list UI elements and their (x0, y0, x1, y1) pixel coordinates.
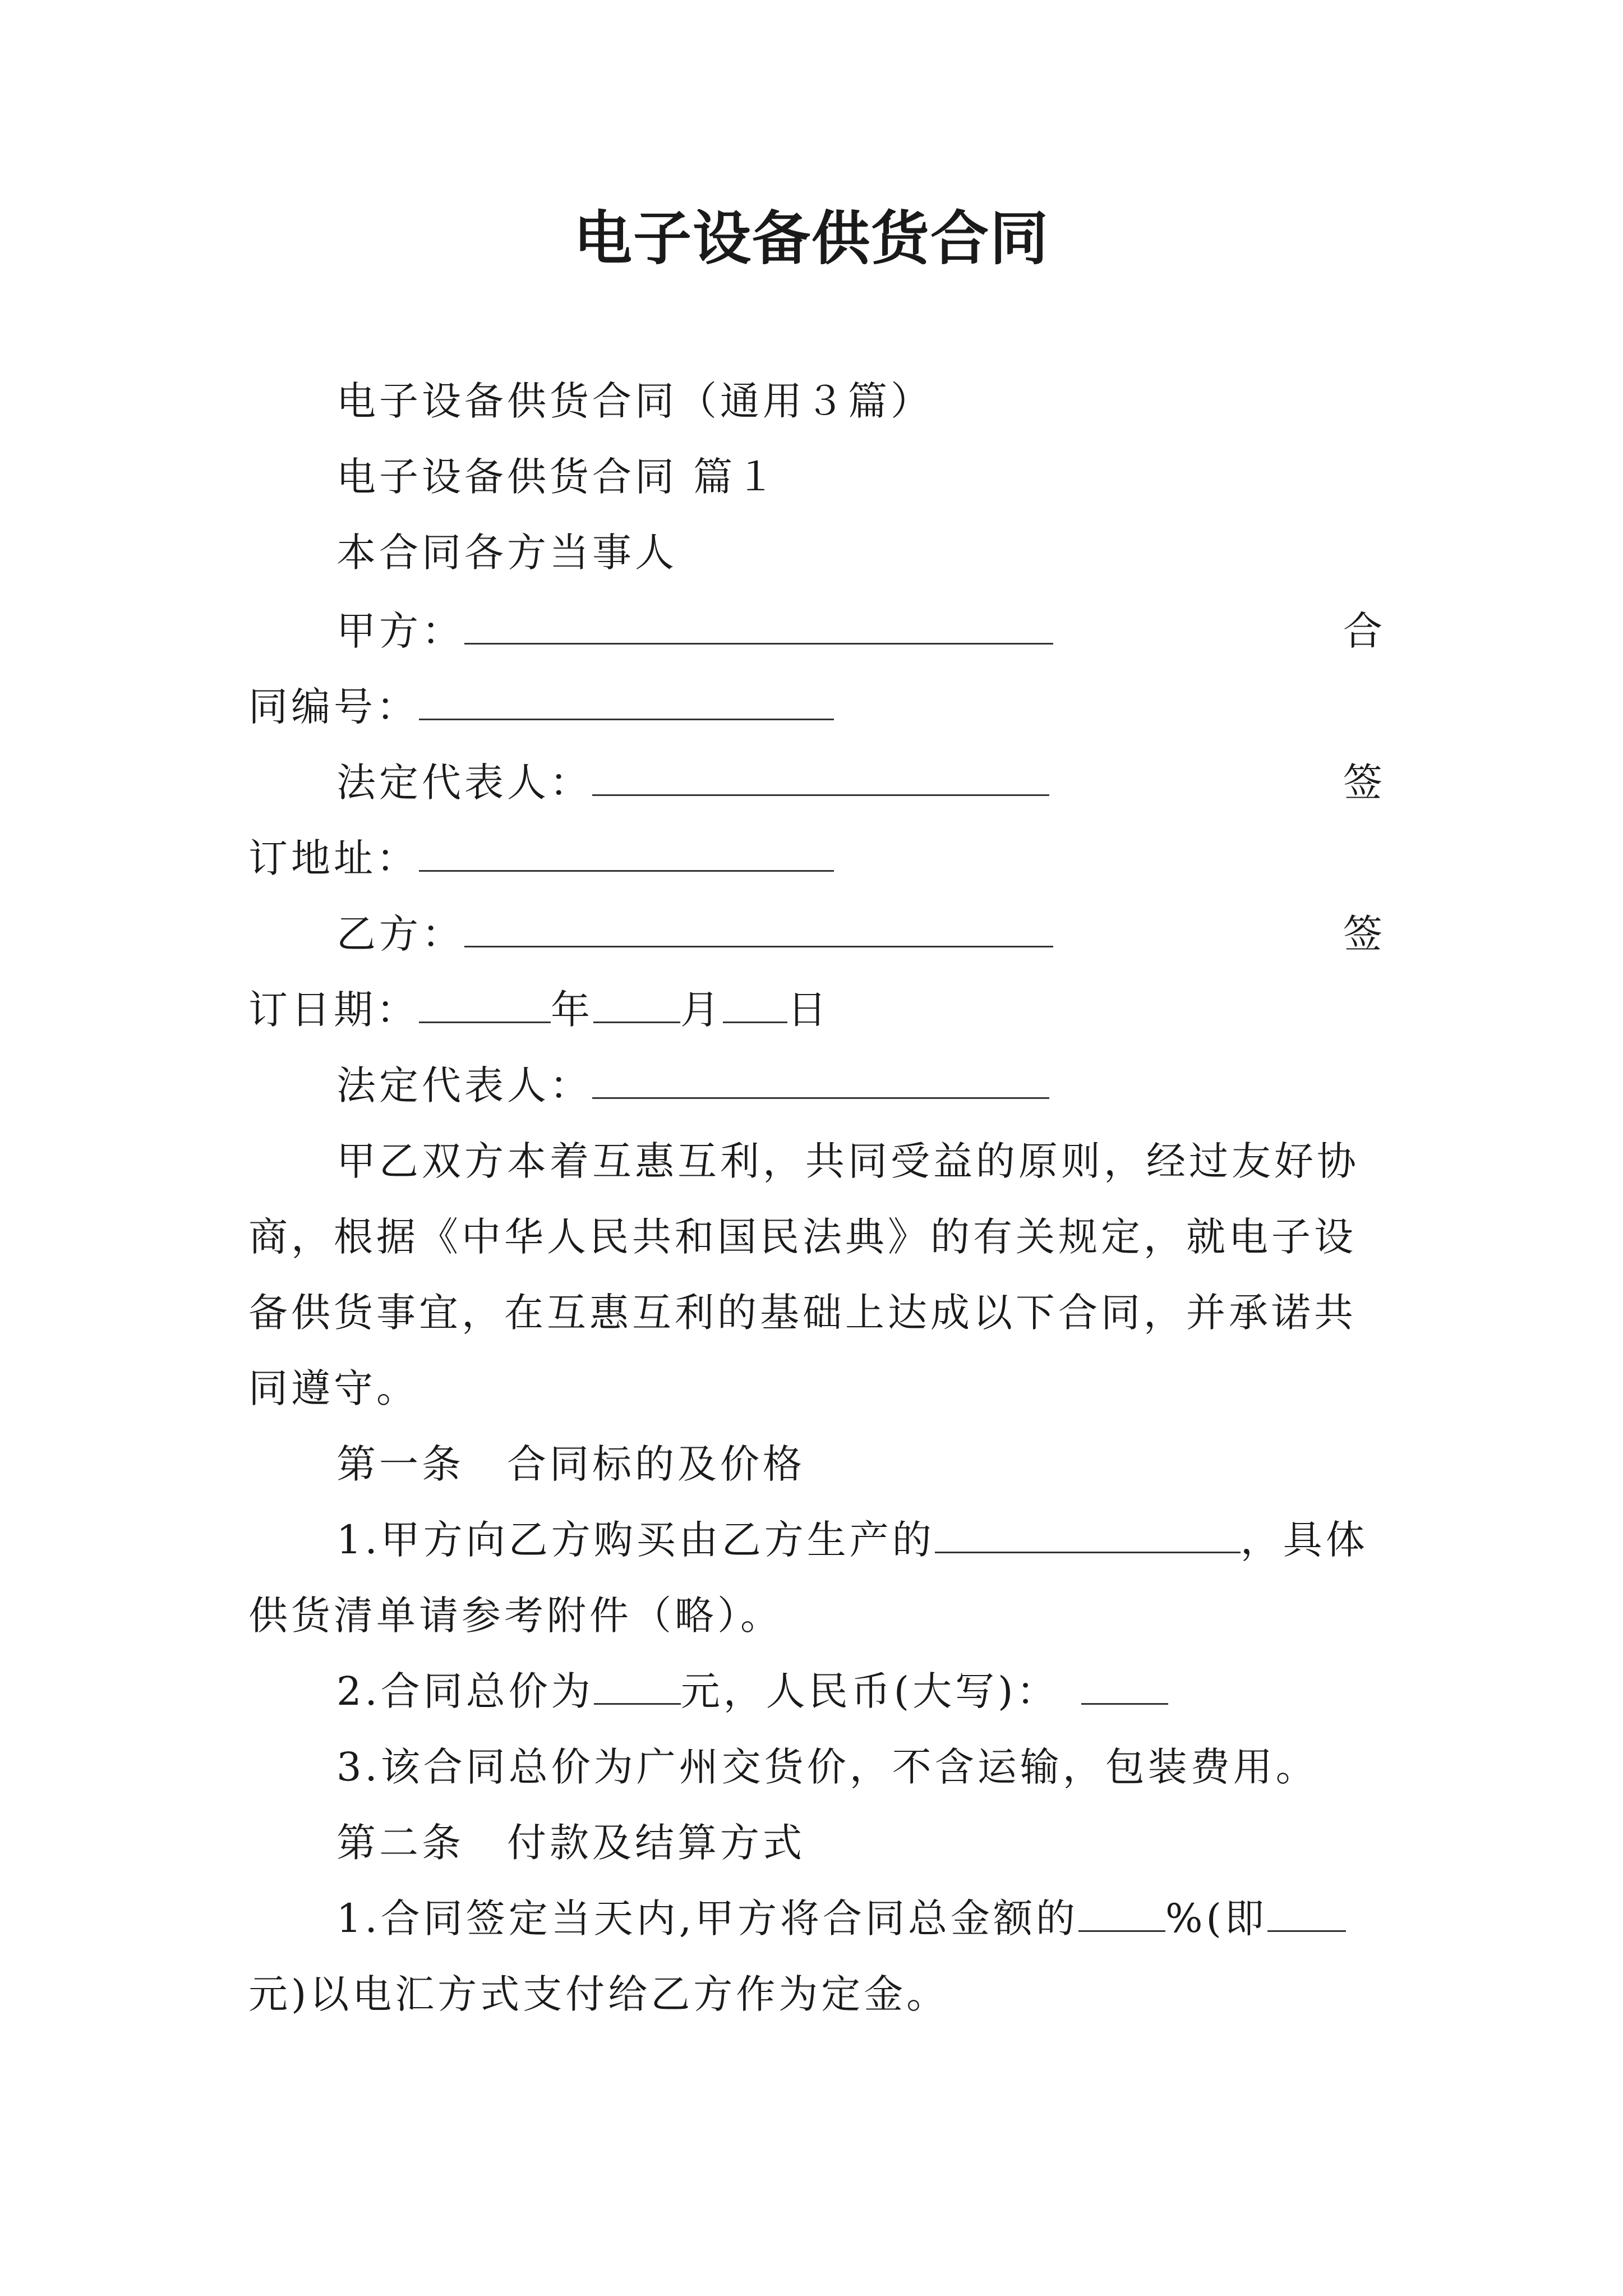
sign-addr-label: 订地址： (248, 835, 419, 881)
year-blank (419, 987, 551, 1023)
article-1-title: 第一条 合同标的及价格 (336, 1441, 805, 1487)
total-amount-words-blank (1081, 1668, 1168, 1705)
sign-addr-char: 签 (1343, 760, 1386, 806)
party-a-blank (464, 608, 1053, 645)
article-1-item-2 (336, 1663, 1168, 1719)
a1-item1-text: 1.甲方向乙方购买由乙方生产的 (336, 1517, 935, 1563)
year-label: 年 (551, 987, 593, 1033)
day-blank (723, 987, 787, 1023)
sign-addr-blank (419, 835, 834, 872)
a1-item1-tail: ，具体 (1240, 1517, 1368, 1563)
party-b-line (336, 906, 1053, 962)
part-heading: 电子设备供货合同 篇１ (336, 454, 779, 500)
preamble-line-1: 甲乙双方本着互惠互利，共同受益的原则，经过友好协 (336, 1138, 1359, 1184)
day-label: 日 (787, 987, 830, 1033)
sign-date-label: 订日期： (248, 987, 419, 1033)
party-a-line (336, 603, 1053, 659)
preamble-line-3: 备供货事宜，在互惠互利的基础上达成以下合同，并承诺共 (248, 1290, 1357, 1336)
contract-no-line (248, 679, 834, 735)
article-1-item-1 (336, 1512, 1368, 1568)
article-1-item-1-cont: 供货清单请参考附件（略）。 (248, 1593, 783, 1639)
party-a-label: 甲方： (336, 608, 464, 654)
deposit-amount-blank (1267, 1895, 1346, 1932)
contract-no-label: 同编号： (248, 684, 419, 730)
legal-rep-a-blank (592, 760, 1049, 796)
article-2-item-1 (336, 1890, 1346, 1947)
article-2-item-1-cont: 元)以电汇方式支付给乙方作为定金。 (248, 1971, 949, 2017)
party-b-blank (464, 911, 1053, 947)
sign-date-line (248, 982, 830, 1038)
legal-rep-b-label: 法定代表人： (336, 1062, 592, 1108)
party-b-label: 乙方： (336, 911, 464, 957)
a1-item2-text: 2.合同总价为 (336, 1668, 594, 1714)
subtitle: 电子设备供货合同（通用３篇） (336, 378, 933, 424)
parties-heading: 本合同各方当事人 (336, 530, 677, 576)
legal-rep-a-line (336, 754, 1049, 811)
sign-addr-line (248, 830, 834, 886)
legal-rep-b-blank (592, 1062, 1049, 1099)
total-amount-blank (594, 1668, 681, 1705)
a1-item2-mid: 元，人民币(大写)： (680, 1668, 1059, 1714)
document-title: 电子设备供货合同 (573, 204, 1049, 273)
preamble-line-4: 同遵守。 (248, 1365, 419, 1411)
a2-item1-mid: %(即 (1165, 1895, 1267, 1941)
article-2-title: 第二条 付款及结算方式 (336, 1820, 805, 1866)
contract-no-char: 合 (1343, 608, 1386, 654)
sign-date-char: 签 (1343, 911, 1386, 957)
legal-rep-a-label: 法定代表人： (336, 760, 592, 806)
contract-no-blank (419, 684, 834, 720)
article-1-item-3: 3.该合同总价为广州交货价，不含运输，包装费用。 (336, 1744, 1318, 1790)
month-label: 月 (680, 987, 723, 1033)
preamble-line-2: 商，根据《中华人民共和国民法典》的有关规定，就电子设 (248, 1214, 1357, 1260)
month-blank (593, 987, 680, 1023)
legal-rep-b-line (336, 1057, 1049, 1114)
deposit-percent-blank (1078, 1895, 1165, 1932)
a2-item1-text: 1.合同签定当天内,甲方将合同总金额的 (336, 1895, 1079, 1941)
product-blank (935, 1517, 1241, 1553)
